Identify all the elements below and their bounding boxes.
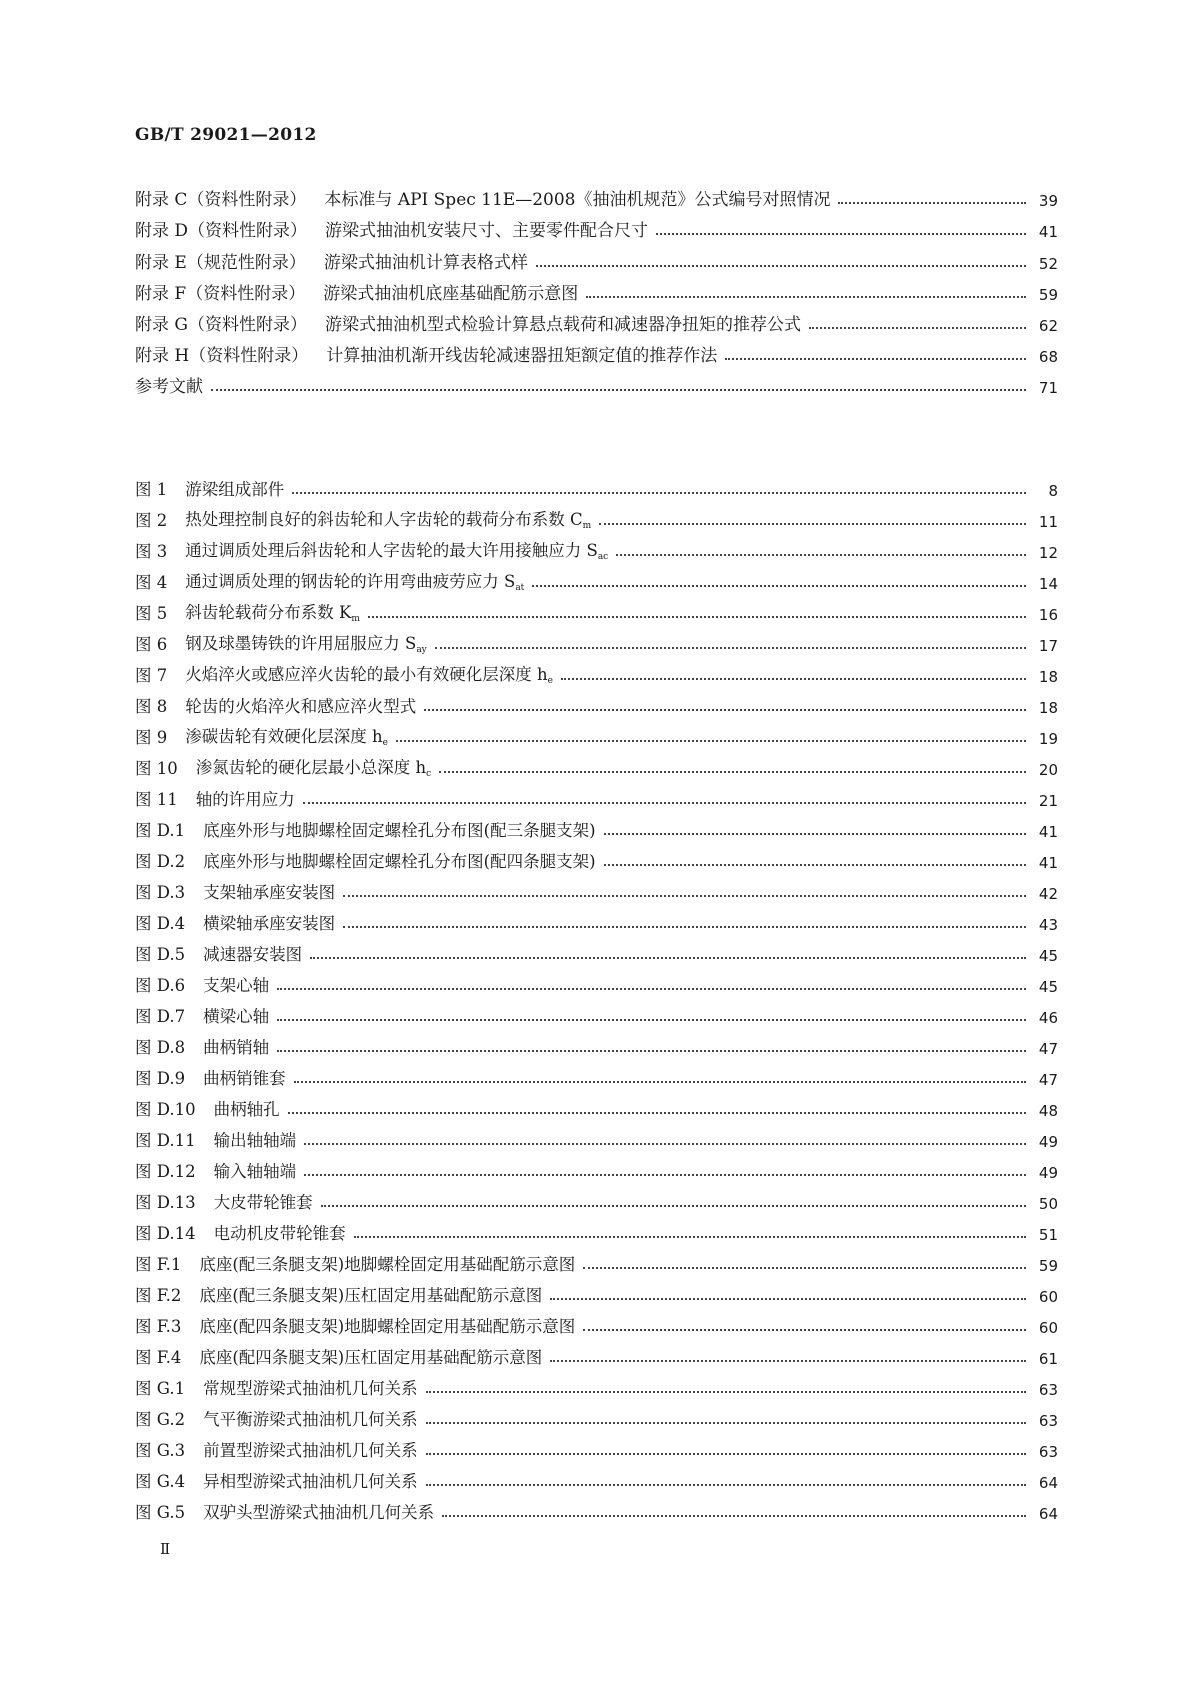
dot-leader [304, 1170, 1026, 1176]
entry-title-text: 输入轴轴端 [213, 1162, 297, 1181]
entry-title [185, 537, 608, 562]
dot-leader [304, 1139, 1026, 1145]
entry-label: 图 D.4 [135, 914, 186, 933]
entry-label: 图 G.4 [135, 1472, 186, 1491]
dot-leader [426, 1387, 1026, 1393]
entry-title [214, 1127, 297, 1151]
entry-label: 图 D.8 [135, 1038, 186, 1057]
entry-subscript: ay [416, 645, 427, 655]
figure-entry[interactable] [135, 624, 1058, 655]
entry-title [199, 1282, 542, 1306]
entry-title-text: 渗碳齿轮有效硬化层深度 h [185, 727, 383, 746]
entry-title [324, 248, 528, 273]
figure-entry[interactable] [135, 1244, 1058, 1275]
entry-title-text: 本标准与 API Spec 11E—2008《抽油机规范》公式编号对照情况 [324, 190, 831, 211]
figure-entry[interactable] [135, 686, 1058, 717]
entry-page-number: 46 [1038, 1009, 1058, 1027]
entry-page-number: 45 [1038, 978, 1058, 996]
entry-label: 图 1 [135, 480, 168, 499]
dot-leader [368, 612, 1026, 618]
entry-title-text: 底座(配四条腿支架)地脚螺栓固定用基础配筋示意图 [199, 1317, 576, 1336]
dot-leader [288, 1108, 1026, 1114]
dot-leader [439, 767, 1026, 773]
entry-page-number: 16 [1038, 606, 1058, 624]
dot-leader [550, 1356, 1026, 1362]
entry-title [325, 216, 648, 241]
dot-leader [310, 953, 1026, 959]
entry-page-number: 59 [1038, 285, 1058, 304]
dot-leader [303, 798, 1026, 804]
entry-label: 附录 E（规范性附录） [135, 252, 306, 273]
entry-page-number: 49 [1038, 1133, 1058, 1151]
entry-page-number: 52 [1038, 254, 1058, 273]
entry-title-text: 前置型游梁式抽油机几何关系 [203, 1441, 418, 1460]
entry-title [214, 1220, 346, 1244]
entry-label: 图 F.4 [135, 1348, 182, 1367]
dot-leader [561, 674, 1026, 680]
entry-label: 图 D.1 [135, 821, 186, 840]
entry-subscript: ac [597, 552, 609, 562]
entry-title-text: 支架心轴 [203, 976, 270, 995]
entry-label: 图 11 [135, 790, 178, 809]
entry-page-number: 62 [1038, 316, 1058, 335]
dot-leader [599, 519, 1026, 525]
figure-entry[interactable] [135, 934, 1058, 965]
figure-entry[interactable] [135, 500, 1058, 531]
entry-page-number: 18 [1038, 699, 1058, 717]
dot-leader [536, 261, 1026, 267]
entry-page-number: 47 [1038, 1040, 1058, 1058]
entry-title [203, 1375, 418, 1399]
entry-title [203, 1468, 418, 1492]
figure-entry[interactable] [135, 1399, 1058, 1430]
entry-title [203, 1065, 286, 1089]
entry-page-number: 45 [1038, 947, 1058, 965]
entry-label: 图 F.2 [135, 1286, 182, 1305]
dot-leader [396, 736, 1026, 742]
appendix-entry[interactable] [135, 335, 1058, 366]
entry-label: 附录 H（资料性附录） [135, 346, 309, 367]
appendix-entry[interactable] [135, 179, 1058, 210]
entry-page-number: 19 [1038, 730, 1058, 748]
entry-label: 附录 C（资料性附录） [135, 190, 307, 211]
entry-title-text: 大皮带轮锥套 [213, 1193, 313, 1212]
entry-title-text: 横梁心轴 [203, 1007, 270, 1026]
entry-page-number: 64 [1038, 1505, 1058, 1523]
entry-page-number: 61 [1038, 1350, 1058, 1368]
dot-leader [604, 860, 1026, 866]
entry-title-text: 减速器安装图 [203, 945, 303, 964]
entry-label: 图 G.3 [135, 1441, 186, 1460]
figure-entry[interactable] [135, 562, 1058, 593]
entry-title-text: 曲柄销锥套 [203, 1069, 286, 1088]
dot-leader [809, 323, 1026, 329]
figure-entry[interactable] [135, 1151, 1058, 1182]
entry-title-text: 钢及球墨铸铁的许用屈服应力 S [185, 634, 417, 653]
entry-title-text: 轮齿的火焰淬火和感应淬火型式 [185, 697, 417, 716]
entry-label: 图 D.5 [135, 945, 186, 964]
entry-title-text: 底座(配三条腿支架)地脚螺栓固定用基础配筋示意图 [199, 1255, 576, 1274]
entry-label: 图 10 [135, 759, 178, 778]
entry-page-number: 42 [1038, 885, 1058, 903]
dot-leader [211, 385, 1026, 391]
appendix-entry[interactable] [135, 210, 1058, 241]
dot-leader [277, 1046, 1026, 1052]
entry-title-text: 底座(配四条腿支架)压杠固定用基础配筋示意图 [199, 1348, 543, 1367]
entry-label: 参考文献 [135, 377, 203, 398]
figure-entry[interactable] [135, 841, 1058, 872]
entry-title-text: 游梁式抽油机型式检验计算悬点载荷和减速器净扭矩的推荐公式 [324, 314, 801, 335]
entry-label: 图 G.2 [135, 1410, 186, 1429]
entry-title-text: 电动机皮带轮锥套 [213, 1224, 346, 1243]
dot-leader [426, 1418, 1026, 1424]
entry-label: 图 4 [135, 573, 168, 592]
entry-label: 图 D.13 [135, 1193, 196, 1212]
entry-title [214, 1158, 297, 1182]
dot-leader [604, 829, 1026, 835]
dot-leader [583, 1325, 1026, 1331]
entry-title [185, 693, 416, 717]
entry-page-number: 21 [1038, 792, 1058, 810]
dot-leader [292, 488, 1026, 494]
entry-title-text: 输出轴轴端 [213, 1131, 297, 1150]
figure-entry[interactable] [135, 1213, 1058, 1244]
entry-page-number: 39 [1038, 192, 1058, 211]
entry-label: 图 D.6 [135, 976, 186, 995]
entry-title [203, 1003, 269, 1027]
entry-title [324, 185, 830, 210]
entry-title [185, 506, 591, 531]
entry-title [203, 1499, 434, 1523]
figure-entry[interactable] [135, 717, 1058, 748]
entry-page-number: 64 [1038, 1474, 1058, 1492]
entry-title-text: 游梁式抽油机计算表格式样 [323, 252, 528, 273]
entry-page-number: 12 [1038, 544, 1058, 562]
entry-label: 图 7 [135, 666, 168, 685]
entry-label: 附录 D（资料性附录） [135, 221, 308, 242]
figure-entry[interactable] [135, 593, 1058, 624]
figure-entry[interactable] [135, 748, 1058, 779]
entry-title-text: 通过调质处理的钢齿轮的许用弯曲疲劳应力 S [185, 572, 516, 591]
entry-title-text: 计算抽油机渐开线齿轮减速器扭矩额定值的推荐作法 [326, 346, 718, 367]
figure-entry[interactable] [135, 1120, 1058, 1151]
dot-leader [277, 1015, 1026, 1021]
entry-page-number: 50 [1038, 1195, 1058, 1213]
entry-title [185, 630, 427, 655]
dot-leader [426, 1480, 1026, 1486]
entry-title-text: 游梁组成部件 [185, 480, 285, 499]
entry-title [203, 1437, 418, 1461]
entry-page-number: 51 [1038, 1226, 1058, 1244]
entry-label: 图 6 [135, 635, 168, 654]
entry-label: 附录 F（资料性附录） [135, 283, 306, 304]
appendix-entry[interactable] [135, 241, 1058, 272]
figure-entry[interactable] [135, 872, 1058, 903]
entry-title [185, 476, 284, 500]
entry-title [199, 1344, 542, 1368]
entry-label: 图 F.1 [135, 1255, 182, 1274]
entry-title [185, 723, 388, 748]
dot-leader [354, 1232, 1026, 1238]
figure-entry[interactable] [135, 1089, 1058, 1120]
appendix-entry[interactable] [135, 366, 1058, 397]
entry-page-number: 8 [1048, 482, 1058, 500]
figure-entry[interactable] [135, 1182, 1058, 1213]
entry-title-text: 渗氮齿轮的硬化层最小总深度 h [195, 758, 427, 777]
entry-label: 附录 G（资料性附录） [135, 314, 307, 335]
entry-title-text: 支架轴承座安装图 [203, 883, 336, 902]
entry-title [214, 1189, 313, 1213]
figure-entry[interactable] [135, 655, 1058, 686]
entry-title-text: 横梁轴承座安装图 [203, 914, 336, 933]
entry-title-text: 热处理控制良好的斜齿轮和人字齿轮的载荷分布系数 C [185, 510, 583, 529]
page-number: Ⅱ [160, 1540, 171, 1558]
entry-subscript: m [351, 614, 360, 624]
dot-leader [343, 922, 1026, 928]
entry-label: 图 G.1 [135, 1379, 186, 1398]
dot-leader [656, 229, 1026, 235]
entry-page-number: 60 [1038, 1319, 1058, 1337]
entry-title-text: 曲柄轴孔 [213, 1100, 280, 1119]
entry-page-number: 48 [1038, 1102, 1058, 1120]
entry-label: 图 D.3 [135, 883, 186, 902]
entry-title-text: 底座外形与地脚螺栓固定螺栓孔分布图(配四条腿支架) [203, 852, 596, 871]
entry-title [196, 754, 431, 779]
figure-entry[interactable] [135, 1275, 1058, 1306]
entry-label: 图 D.10 [135, 1100, 196, 1119]
entry-label: 图 8 [135, 697, 168, 716]
entry-title [325, 310, 801, 335]
entry-page-number: 14 [1038, 575, 1058, 593]
entry-title-text: 游梁式抽油机安装尺寸、主要零件配合尺寸 [325, 221, 649, 242]
dot-leader [343, 891, 1026, 897]
entry-title [214, 1096, 280, 1120]
dot-leader [426, 1449, 1026, 1455]
entry-title-text: 火焰淬火或感应淬火齿轮的最小有效硬化层深度 h [185, 665, 548, 684]
appendix-entry[interactable] [135, 273, 1058, 304]
entry-label: 图 2 [135, 511, 168, 530]
entry-label: 图 D.2 [135, 852, 186, 871]
entry-page-number: 63 [1038, 1412, 1058, 1430]
entry-subscript: m [582, 521, 592, 531]
entry-label: 图 D.12 [135, 1162, 196, 1181]
figure-entry[interactable] [135, 779, 1058, 810]
entry-title-text: 底座外形与地脚螺栓固定螺栓孔分布图(配三条腿支架) [203, 821, 596, 840]
entry-title-text: 气平衡游梁式抽油机几何关系 [203, 1410, 418, 1429]
entry-page-number: 63 [1038, 1443, 1058, 1461]
entry-label: 图 F.3 [135, 1317, 182, 1336]
appendix-entry[interactable] [135, 304, 1058, 335]
entry-label: 图 D.7 [135, 1007, 186, 1026]
entry-label: 图 D.14 [135, 1224, 196, 1243]
entry-title [196, 786, 295, 810]
entry-page-number: 49 [1038, 1164, 1058, 1182]
entry-title [199, 1251, 575, 1275]
entry-page-number: 43 [1038, 916, 1058, 934]
figure-entry[interactable] [135, 1430, 1058, 1461]
figure-entry[interactable] [135, 469, 1058, 500]
entry-title [203, 910, 335, 934]
dot-leader [838, 198, 1026, 204]
entry-page-number: 41 [1038, 823, 1058, 841]
entry-title [199, 1313, 575, 1337]
figure-toc [135, 469, 1058, 1523]
entry-title [203, 941, 302, 965]
figure-entry[interactable] [135, 903, 1058, 934]
entry-title-text: 底座(配三条腿支架)压杠固定用基础配筋示意图 [199, 1286, 543, 1305]
entry-subscript: at [515, 583, 525, 593]
entry-title [185, 661, 553, 686]
appendix-toc [135, 179, 1058, 397]
entry-title [203, 1034, 269, 1058]
entry-title [203, 848, 595, 872]
figure-entry[interactable] [135, 1027, 1058, 1058]
dot-leader [586, 292, 1026, 298]
entry-label: 图 G.5 [135, 1503, 186, 1522]
figure-entry[interactable] [135, 996, 1058, 1027]
entry-title [185, 568, 524, 593]
entry-page-number: 47 [1038, 1071, 1058, 1089]
figure-entry[interactable] [135, 965, 1058, 996]
dot-leader [616, 550, 1026, 556]
dot-leader [725, 354, 1026, 360]
figure-entry[interactable] [135, 1058, 1058, 1089]
entry-title-text: 轴的许用应力 [195, 790, 295, 809]
entry-subscript: e [547, 676, 553, 686]
entry-page-number: 20 [1038, 761, 1058, 779]
figure-entry[interactable] [135, 531, 1058, 562]
entry-page-number: 68 [1038, 348, 1058, 367]
dot-leader [442, 1511, 1026, 1517]
figure-entry[interactable] [135, 1368, 1058, 1399]
figure-entry[interactable] [135, 1461, 1058, 1492]
standard-number: GB/T 29021—2012 [135, 125, 317, 145]
entry-label: 图 5 [135, 604, 168, 623]
entry-title-text: 双驴头型游梁式抽油机几何关系 [203, 1503, 435, 1522]
entry-title-text: 常规型游梁式抽油机几何关系 [203, 1379, 418, 1398]
entry-title [203, 879, 335, 903]
entry-label: 图 9 [135, 728, 168, 747]
figure-entry[interactable] [135, 810, 1058, 841]
dot-leader [435, 643, 1026, 649]
entry-page-number: 63 [1038, 1381, 1058, 1399]
dot-leader [550, 1294, 1026, 1300]
entry-title [323, 279, 578, 304]
figure-entry[interactable] [135, 1337, 1058, 1368]
entry-title [203, 1406, 418, 1430]
entry-title [185, 599, 360, 624]
dot-leader [532, 581, 1026, 587]
entry-page-number: 41 [1038, 223, 1058, 242]
dot-leader [583, 1263, 1026, 1269]
entry-subscript: e [382, 738, 388, 748]
entry-title-text: 曲柄销轴 [203, 1038, 270, 1057]
figure-entry[interactable] [135, 1492, 1058, 1523]
dot-leader [294, 1077, 1026, 1083]
dot-leader [424, 705, 1026, 711]
entry-label: 图 D.11 [135, 1131, 196, 1150]
entry-page-number: 41 [1038, 854, 1058, 872]
entry-title [203, 817, 595, 841]
entry-title-text: 异相型游梁式抽油机几何关系 [203, 1472, 418, 1491]
entry-subscript: c [426, 769, 432, 779]
entry-label: 图 3 [135, 542, 168, 561]
entry-label: 图 D.9 [135, 1069, 186, 1088]
entry-page-number: 59 [1038, 1257, 1058, 1275]
entry-title-text: 游梁式抽油机底座基础配筋示意图 [323, 283, 579, 304]
entry-title [326, 341, 717, 366]
entry-title [203, 972, 269, 996]
entry-page-number: 17 [1038, 637, 1058, 655]
entry-page-number: 60 [1038, 1288, 1058, 1306]
dot-leader [277, 984, 1026, 990]
figure-entry[interactable] [135, 1306, 1058, 1337]
entry-page-number: 71 [1038, 379, 1058, 398]
entry-page-number: 18 [1038, 668, 1058, 686]
dot-leader [321, 1201, 1026, 1207]
entry-title-text: 斜齿轮载荷分布系数 K [185, 603, 352, 622]
entry-title-text: 通过调质处理后斜齿轮和人字齿轮的最大许用接触应力 S [185, 541, 598, 560]
entry-page-number: 11 [1038, 513, 1058, 531]
